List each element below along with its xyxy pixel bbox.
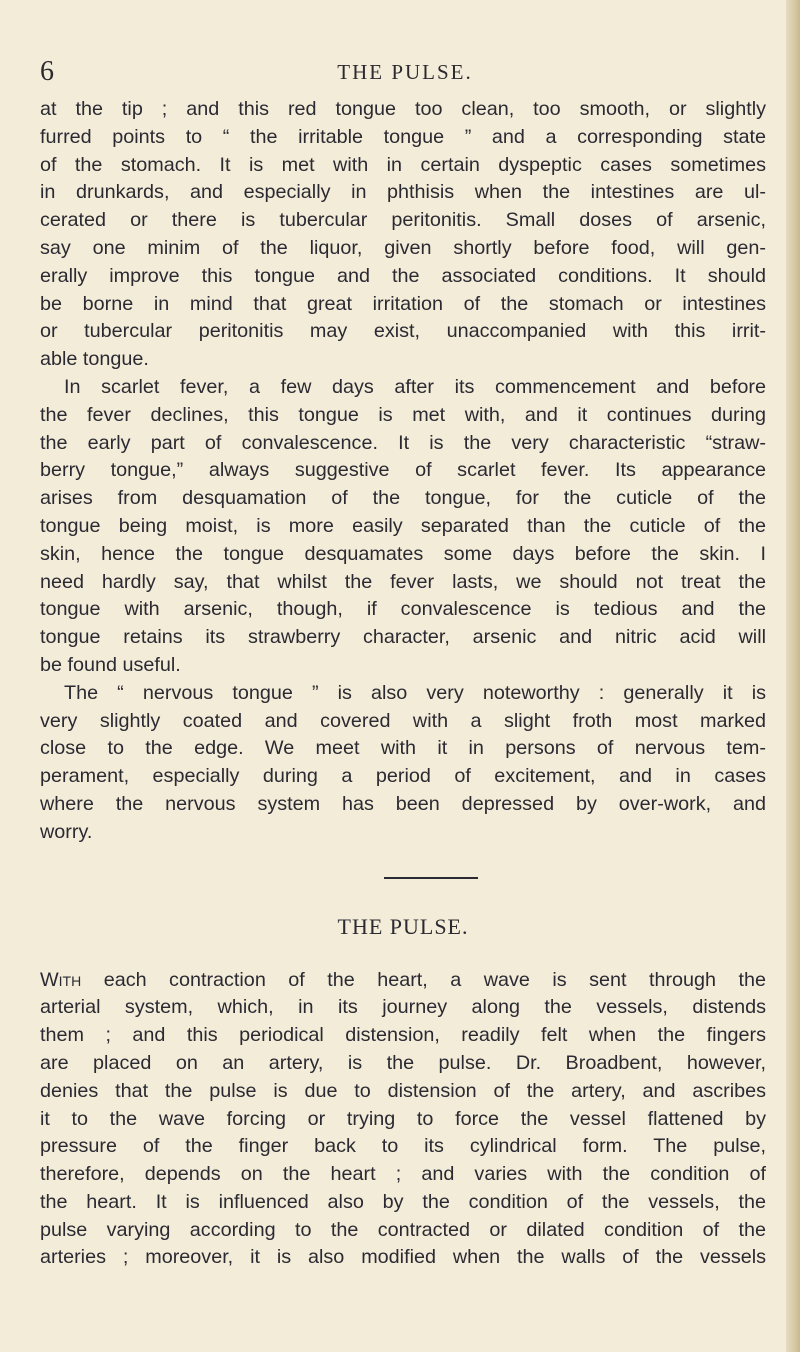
text-line-first bbox=[40, 967, 766, 995]
text-line: tongue with arsenic, though, if convalescence is tedious and the bbox=[40, 598, 766, 621]
divider-rule bbox=[384, 877, 478, 879]
drop-word: With bbox=[40, 968, 82, 991]
text-line: in drunkards, and especially in phthisis when the intestines are ul- bbox=[40, 181, 766, 204]
paragraph-strawberry-tongue bbox=[40, 374, 766, 680]
page-body bbox=[40, 96, 766, 1272]
text-line: say one minim of the liquor, given shortly before food, will gen- bbox=[40, 236, 766, 259]
text-line: of the stomach. It is met with in certain dyspeptic cases sometimes bbox=[40, 153, 766, 176]
text-line: it to the wave forcing or trying to force the vessel flattened by bbox=[40, 1107, 766, 1130]
text-line: the fever declines, this tongue is met with, and it continues during bbox=[40, 403, 766, 426]
text-line: The “ nervous tongue ” is also very noteworthy : generally it is bbox=[64, 681, 766, 704]
text-line: close to the edge. We meet with it in persons of nervous tem- bbox=[40, 737, 766, 760]
page-header bbox=[40, 56, 770, 88]
paragraph-pulse bbox=[40, 967, 766, 1273]
text-line: denies that the pulse is due to distension of the artery, and ascribes bbox=[40, 1079, 766, 1102]
text-line: the early part of convalescence. It is the very characteristic “straw- bbox=[40, 431, 766, 454]
text-line: pressure of the finger back to its cylindrical form. The pulse, bbox=[40, 1135, 766, 1158]
text-line: perament, especially during a period of excitement, and in cases bbox=[40, 765, 766, 788]
text-line: need hardly say, that whilst the fever lasts, we should not treat the bbox=[40, 570, 766, 593]
text-line: arteries ; moreover, it is also modified when the walls of the vessels bbox=[40, 1246, 766, 1269]
section-divider bbox=[40, 847, 766, 901]
text-line: berry tongue,” always suggestive of scarlet fever. Its appearance bbox=[40, 459, 766, 482]
text-line: arterial system, which, in its journey along the vessels, distends bbox=[40, 996, 766, 1019]
text-line: tongue retains its strawberry character, arsenic and nitric acid will bbox=[40, 626, 766, 649]
paragraph-irritable-tongue bbox=[40, 96, 766, 374]
running-head: THE PULSE. bbox=[337, 60, 473, 84]
text-line: In scarlet fever, a few days after its commencement and before bbox=[64, 375, 766, 398]
page-number: 6 bbox=[40, 56, 54, 87]
text-line: the heart. It is influenced also by the condition of the vessels, the bbox=[40, 1190, 766, 1213]
text-line: furred points to “ the irritable tongue ” and a corresponding state bbox=[40, 125, 766, 148]
text-line: where the nervous system has been depressed by over-work, and bbox=[40, 792, 766, 815]
text-line: tongue being moist, is more easily separated than the cuticle of the bbox=[40, 514, 766, 537]
text-line: cerated or there is tubercular peritonitis. Small doses of arsenic, bbox=[40, 209, 766, 232]
text-line: be found useful. bbox=[40, 653, 181, 676]
text-line: very slightly coated and covered with a slight froth most marked bbox=[40, 709, 766, 732]
text-line: worry. bbox=[40, 820, 93, 843]
text-line: at the tip ; and this red tongue too clean, too smooth, or slightly bbox=[40, 98, 766, 120]
section-heading: THE PULSE. bbox=[337, 913, 469, 939]
text-line: or tubercular peritonitis may exist, unaccompanied with this irrit- bbox=[40, 320, 766, 343]
text-line: arises from desquamation of the tongue, for the cuticle of the bbox=[40, 487, 766, 510]
text-line: skin, hence the tongue desquamates some days before the skin. I bbox=[40, 542, 766, 565]
paragraph-nervous-tongue bbox=[40, 680, 766, 847]
text-line: them ; and this periodical distension, readily felt when the fingers bbox=[40, 1024, 766, 1047]
text-line: erally improve this tongue and the associated conditions. It should bbox=[40, 264, 766, 287]
first-line-text: each contraction of the heart, a wave is sent through the bbox=[81, 968, 766, 991]
text-line: therefore, depends on the heart ; and varies with the condition of bbox=[40, 1163, 766, 1186]
text-line: be borne in mind that great irritation of the stomach or intestines bbox=[40, 292, 766, 315]
text-line: able tongue. bbox=[40, 348, 149, 371]
text-line: pulse varying according to the contracted or dilated condition of the bbox=[40, 1218, 766, 1241]
text-line: are placed on an artery, is the pulse. Dr. Broadbent, however, bbox=[40, 1051, 766, 1074]
page-edge-shadow bbox=[786, 0, 800, 1352]
